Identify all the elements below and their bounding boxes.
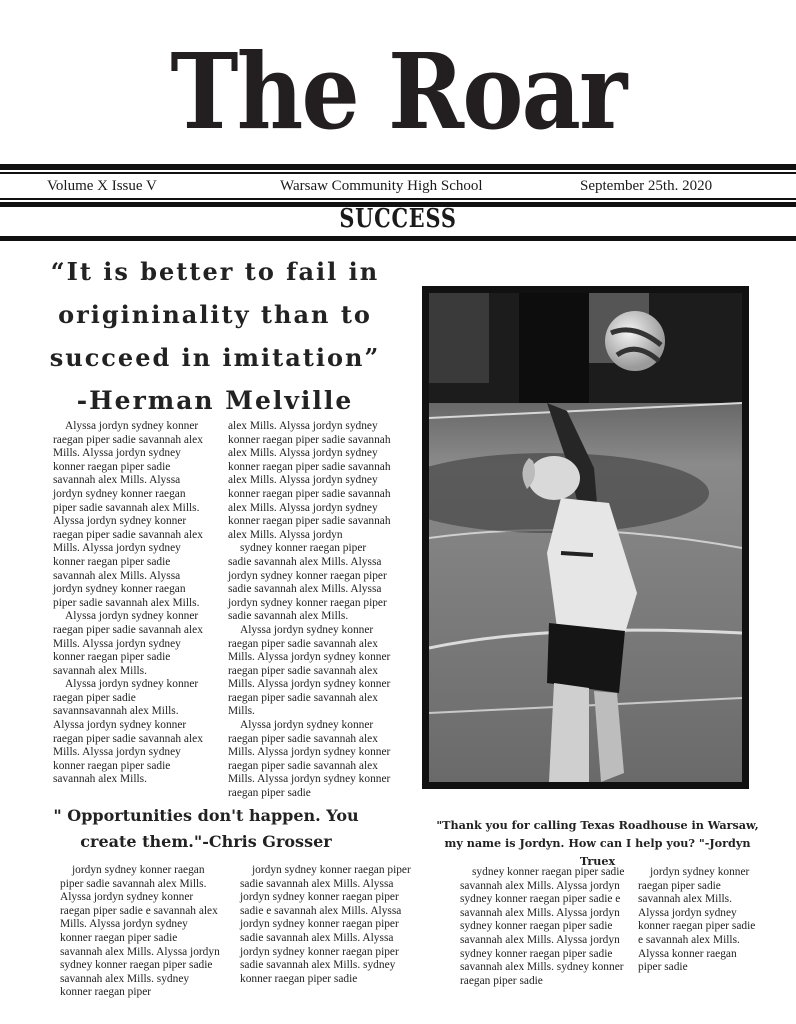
article2-column-2: [240, 864, 416, 986]
paragraph: Alyssa jordyn sydney konner raegan piper sadie savannah alex Mills. Alyssa jordyn sydney konner raegan piper sadie savannah alex Mills. Alyssa jordyn sydney konner raegan piper sadie savannah alex Mills. Alyssa jordyn sydney konner raegan piper sadie savannah alex Mills. Alyssa jordyn sydney konner raegan piper sadie savannah alex Mills. Alyssa jordyn sydney konner raegan piper sadie savannah alex Mills.: [53, 420, 203, 609]
masthead-rule-thin: [0, 172, 796, 174]
article3-column-1: [460, 866, 626, 988]
paragraph: jordyn sydney konner raegan piper sadie savannah alex Mills. Alyssa jordyn sydney konner raegan piper sadie e savannah alex Mills. Alyssa jordyn sydney konner raegan piper sadie savannah alex Mills. Alyssa jordyn sydney konner raegan piper sadie savannah alex Mills. sydney konner raegan piper: [60, 864, 220, 999]
masthead-rule-thick: [0, 164, 796, 170]
article2-column-1: [60, 864, 222, 1000]
paragraph: jordyn sydney konner raegan piper sadie savannah alex Mills. Alyssa jordyn sydney konner raegan piper sadie e savannah alex Mills. Alyssa konner raegan piper sadie: [638, 866, 756, 974]
paragraph: sydney konner raegan piper sadie savannah alex Mills. Alyssa jordyn sydney konner raegan piper sadie savannah alex Mills. Alyssa jordyn sydney konner raegan piper sadie savannah alex Mills.: [228, 542, 387, 623]
paragraph: sydney konner raegan piper sadie savannah alex Mills. Alyssa jordyn sydney konner raegan piper sadie e savannah alex Mills. Alyssa jordyn sydney konner raegan piper sadie savannah alex Mills. Alyssa jordyn sydney konner raegan piper sadie savannah alex Mills. sydney konner raegan piper sadie: [460, 866, 625, 987]
article1-column-1: [53, 420, 205, 787]
paragraph: jordyn sydney konner raegan piper sadie savannah alex Mills. Alyssa jordyn sydney konner raegan piper sadie e savannah alex Mills. Alyssa jordyn sydney konner raegan piper sadie savannah alex Mills. Alyssa jordyn sydney konner raegan piper sadie savannah alex Mills. sydney konner raegan piper sadie: [240, 864, 411, 985]
issue-date: September 25th. 2020: [580, 178, 713, 194]
volume-issue: Volume X Issue V: [47, 178, 157, 194]
paragraph: Alyssa jordyn sydney konner raegan piper sadie savannsavannah alex Mills. Alyssa jordyn sydney konner raegan piper sadie savannah alex Mills. Alyssa jordyn sydney konner raegan piper sadie savannah alex Mills.: [53, 678, 203, 786]
paragraph: Alyssa jordyn sydney konner raegan piper sadie savannah alex Mills. Alyssa jordyn sydney konner raegan piper sadie savannah alex Mills. Alyssa jordyn sydney konner raegan piper sadie savannah alex Mills.: [228, 623, 391, 718]
section-rule: [0, 236, 796, 241]
school-name: Warsaw Community High School: [280, 178, 483, 194]
article3-column-2: [638, 866, 760, 975]
main-quote-line: origininality than to: [58, 300, 372, 329]
paragraph: Alyssa jordyn sydney konner raegan piper sadie savannah alex Mills. Alyssa jordyn sydney konner raegan piper sadie savannah alex Mills. Alyssa jordyn sydney konner raegan piper sadie: [228, 719, 391, 800]
main-pull-quote: [20, 250, 410, 422]
main-quote-line: succeed in imitation”: [49, 343, 381, 372]
main-quote-line: “It is better to fail in: [50, 257, 380, 286]
opportunities-quote: " Opportunities don't happen. You create them."-Chris Grosser: [53, 806, 359, 851]
article1-column-2: [228, 420, 392, 801]
texas-roadhouse-quote: "Thank you for calling Texas Roadhouse in Warsaw, my name is Jordyn. How can I help you? "-Jordyn Truex: [436, 818, 759, 868]
volleyball-photo: [422, 286, 749, 789]
masthead-title: The Roar: [170, 30, 626, 153]
meta-rule-thin: [0, 198, 796, 200]
main-quote-attribution: -Herman Melville: [76, 386, 354, 415]
volleyball-player-image: [429, 293, 742, 782]
paragraph: Alyssa jordyn sydney konner raegan piper sadie savannah alex Mills. Alyssa jordyn sydney konner raegan piper sadie savannah alex Mills.: [53, 610, 203, 677]
section-title: SUCCESS: [339, 204, 457, 234]
paragraph: alex Mills. Alyssa jordyn sydney konner raegan piper sadie savannah alex Mills. Alyssa jordyn sydney konner raegan piper sadie savannah alex Mills. Alyssa jordyn sydney konner raegan piper sadie savannah alex Mills. Alyssa jordyn sydney konner raegan piper sadie savannah alex Mills. Alyssa jordyn: [228, 420, 391, 541]
